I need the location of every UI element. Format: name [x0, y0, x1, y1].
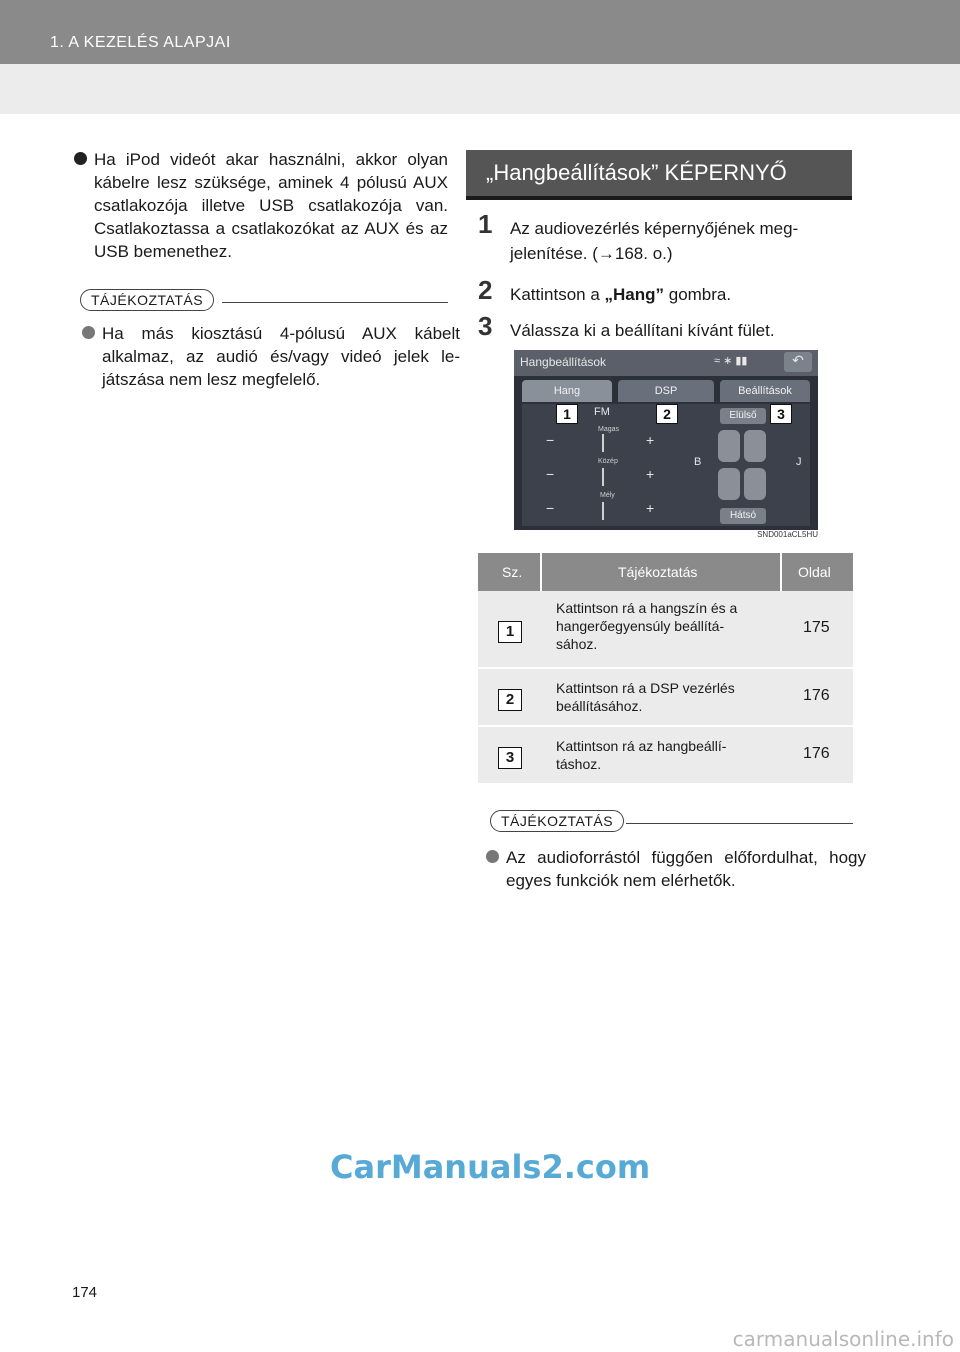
row-description: Kattintson rá a hangszín és a hangerőegyensúly beállítá-sához. [556, 600, 738, 652]
bullet-text: Ha iPod videót akar használni, akkor olyan kábelre lesz szüksége, aminek 4 pólusú AUX csatlakozója illetve USB csatlakozója van. Csatlakoztassa a csatlakozókat az AUX és az USB bemenethez. [94, 150, 448, 261]
step-text-bold: „Hang” [604, 285, 665, 304]
mid-slider[interactable] [602, 468, 604, 486]
slider-label-mid: Közép [598, 458, 618, 465]
step-2 [478, 275, 858, 307]
step-1 [478, 209, 858, 266]
slider-label-treble: Magas [598, 426, 620, 433]
chapter-title: 1. A KEZELÉS ALAPJAI [50, 34, 231, 51]
step-number: 3 [478, 311, 493, 341]
screen-tabs [514, 380, 818, 402]
bullet-icon [74, 152, 87, 165]
treble-slider[interactable] [602, 434, 604, 452]
row-page: 176 [803, 687, 830, 704]
screen-topbar [514, 350, 818, 376]
watermark: CarManuals2.com [330, 1148, 651, 1186]
info-bullet [484, 846, 866, 892]
column-divider [780, 553, 782, 591]
info-bullet [80, 322, 460, 391]
page-number: 174 [72, 1284, 98, 1301]
bass-minus-button[interactable]: − [546, 500, 555, 516]
screen-title: Hangbeállítások [520, 355, 607, 369]
back-icon[interactable]: ↶ [784, 352, 812, 372]
right-button[interactable]: J [796, 456, 802, 468]
row-number: 1 [498, 621, 522, 643]
tab-settings[interactable]: Beállítások [720, 380, 810, 402]
header-band [0, 64, 960, 114]
table-header [478, 553, 853, 591]
bullet-icon [82, 326, 95, 339]
figure-code: SND001aCL5HU [730, 530, 818, 542]
bullet-ipod-video [72, 148, 448, 263]
row-description: Kattintson rá az hangbeállí-táshoz. [556, 738, 727, 772]
treble-plus-button[interactable]: + [646, 432, 655, 448]
callout-1: 1 [556, 404, 578, 424]
seat-front-right [744, 430, 766, 462]
step-text-pre: Kattintson a [510, 285, 605, 304]
slider-label-bass: Mély [600, 492, 615, 499]
info-bullet-text: Ha más kiosztású 4-pólusú AUX kábelt alkalmaz, az audió és/vagy videó jelek le-játszása nem lesz megfelelő. [102, 324, 460, 389]
left-button[interactable]: B [694, 456, 702, 468]
row-page: 175 [803, 619, 830, 636]
tab-hang[interactable]: Hang [522, 380, 612, 402]
section-title-text: „Hangbeállítások” KÉPERNYŐ [486, 160, 787, 185]
sound-settings-screenshot [514, 350, 818, 530]
info-label-text: TÁJÉKOZTATÁS [501, 813, 614, 829]
step-number: 2 [478, 275, 493, 305]
info-table [478, 553, 853, 785]
header-bar [0, 0, 960, 64]
step-3 [478, 311, 858, 343]
row-page: 176 [803, 745, 830, 762]
footer-watermark: carmanualsonline.info [732, 1327, 954, 1351]
callout-2: 2 [656, 404, 678, 424]
table-row [478, 591, 853, 669]
step-text: Válassza ki a beállítani kívánt fület. [510, 321, 775, 340]
left-column [72, 148, 448, 263]
step-text: Az audiovezérlés képernyőjének meg-jelenítése. (→168. o.) [510, 219, 799, 263]
mid-plus-button[interactable]: + [646, 466, 655, 482]
seat-rear-right [744, 468, 766, 500]
info-label [490, 810, 624, 832]
section-title [466, 150, 852, 196]
tab-dsp[interactable]: DSP [618, 380, 714, 402]
header-info: Tájékoztatás [618, 564, 698, 580]
treble-minus-button[interactable]: − [546, 432, 555, 448]
column-divider [540, 553, 542, 591]
seat-front-left [718, 430, 740, 462]
table-row [478, 669, 853, 727]
table-row [478, 727, 853, 785]
rear-button[interactable]: Hátsó [720, 508, 766, 524]
mid-minus-button[interactable]: − [546, 466, 555, 482]
bass-slider[interactable] [602, 502, 604, 520]
step-text [478, 282, 858, 307]
info-bullet-text: Az audioforrástól függően előfordulhat, hogy egyes funkciók nem elérhetők. [506, 848, 866, 890]
front-button[interactable]: Elülső [720, 408, 766, 424]
row-description: Kattintson rá a DSP vezérlés beállításához. [556, 680, 735, 714]
bass-plus-button[interactable]: + [646, 500, 655, 516]
status-icons: ≈ ∗ ▮▮ [714, 355, 748, 367]
bullet-icon [486, 850, 499, 863]
step-text-post: gombra. [664, 285, 732, 304]
seat-rear-left [718, 468, 740, 500]
step-number: 1 [478, 209, 493, 239]
source-label: FM [594, 406, 610, 418]
row-number: 3 [498, 747, 522, 769]
info-label [80, 289, 214, 311]
row-number: 2 [498, 689, 522, 711]
header-no: Sz. [502, 564, 523, 580]
info-rule [222, 302, 448, 303]
callout-3: 3 [770, 404, 792, 424]
info-label-text: TÁJÉKOZTATÁS [91, 292, 204, 308]
info-rule [626, 823, 853, 824]
header-page: Oldal [798, 564, 831, 580]
